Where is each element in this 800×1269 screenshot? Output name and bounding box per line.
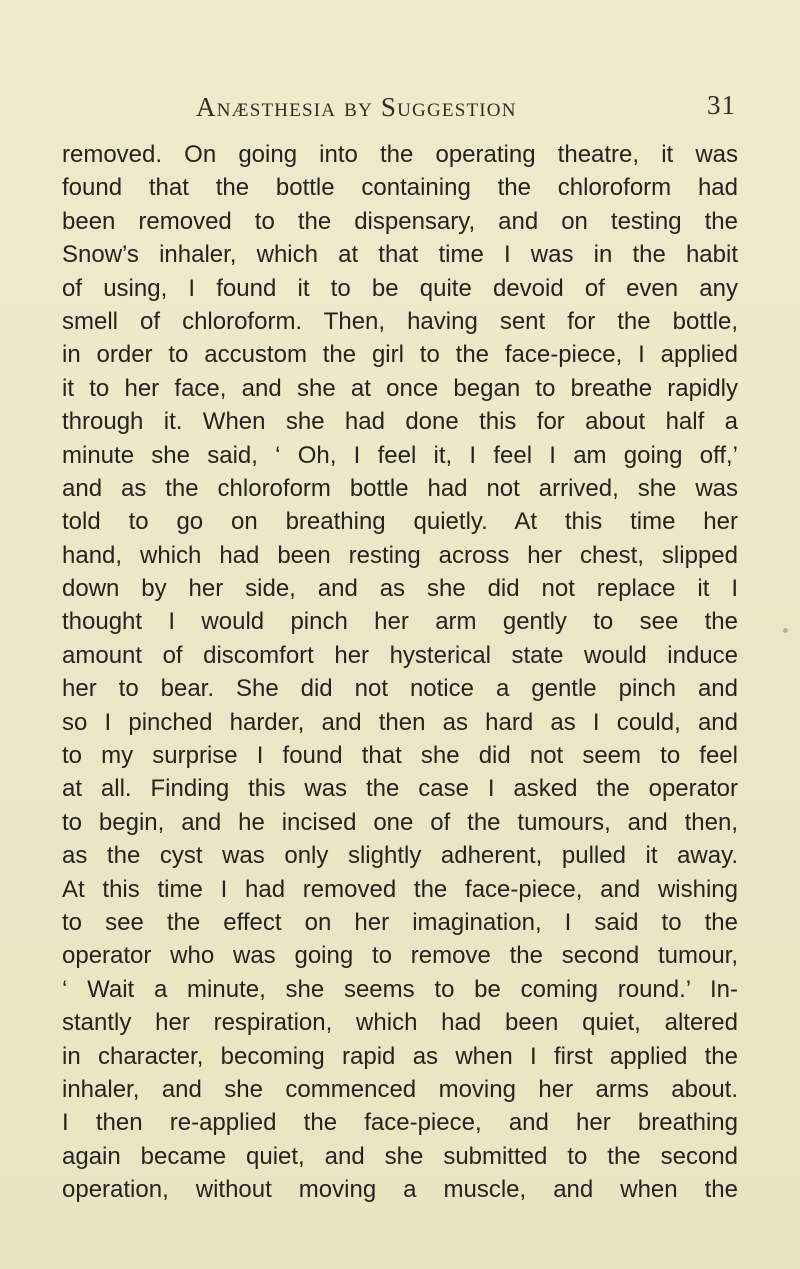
body-text bbox=[62, 138, 738, 1207]
running-head bbox=[196, 88, 736, 128]
text-line: operator who was going to remove the second tumour, bbox=[62, 942, 738, 970]
text-line: minute she said, ‘ Oh, I feel it, I feel I am going off,’ bbox=[62, 441, 738, 469]
text-line: operation, without moving a muscle, and when the bbox=[62, 1176, 738, 1204]
text-line: At this time I had removed the face-piece, and wishing bbox=[62, 875, 738, 903]
text-line: as the cyst was only slightly adherent, pulled it away. bbox=[62, 842, 738, 870]
text-line: removed. On going into the operating theatre, it was bbox=[62, 141, 738, 168]
text-line: amount of discomfort her hysterical state would induce bbox=[62, 641, 738, 669]
text-line: smell of chloroform. Then, having sent for the bottle, bbox=[62, 307, 738, 335]
text-line: in order to accustom the girl to the face-piece, I applied bbox=[62, 341, 738, 369]
text-line: to see the effect on her imagination, I said to the bbox=[62, 908, 738, 936]
text-line: hand, which had been resting across her chest, slipped bbox=[62, 541, 738, 569]
page-number: 31 bbox=[707, 90, 736, 120]
text-line: to begin, and he incised one of the tumours, and then, bbox=[62, 808, 738, 836]
text-line: thought I would pinch her arm gently to see the bbox=[62, 608, 738, 636]
text-line: through it. When she had done this for about half a bbox=[62, 408, 738, 436]
text-line: at all. Finding this was the case I asked the operator bbox=[62, 775, 738, 803]
text-line: been removed to the dispensary, and on testing the bbox=[62, 207, 738, 235]
running-title: Anæsthesia by Suggestion bbox=[196, 92, 517, 122]
text-line: stantly her respiration, which had been quiet, altered bbox=[62, 1009, 738, 1037]
text-line: ‘ Wait a minute, she seems to be coming round.’ In- bbox=[62, 975, 738, 1003]
text-line: her to bear. She did not notice a gentle pinch and bbox=[62, 675, 738, 703]
text-line: it to her face, and she at once began to breathe rapidly bbox=[62, 374, 738, 402]
text-line: told to go on breathing quietly. At this time her bbox=[62, 508, 738, 536]
text-line: again became quiet, and she submitted to the second bbox=[62, 1142, 738, 1170]
text-line: found that the bottle containing the chloroform had bbox=[62, 174, 738, 202]
text-line: Snow’s inhaler, which at that time I was in the habit bbox=[62, 241, 738, 269]
text-line: inhaler, and she commenced moving her arms about. bbox=[62, 1075, 738, 1103]
paper-speck bbox=[783, 628, 788, 633]
text-line: down by her side, and as she did not replace it I bbox=[62, 575, 738, 603]
text-line: I then re-applied the face-piece, and her breathing bbox=[62, 1109, 738, 1137]
text-line: of using, I found it to be quite devoid of even any bbox=[62, 274, 738, 302]
text-line: in character, becoming rapid as when I first applied the bbox=[62, 1042, 738, 1070]
text-line: to my surprise I found that she did not seem to feel bbox=[62, 742, 738, 770]
text-line: so I pinched harder, and then as hard as I could, and bbox=[62, 708, 738, 736]
text-line: and as the chloroform bottle had not arrived, she was bbox=[62, 474, 738, 502]
